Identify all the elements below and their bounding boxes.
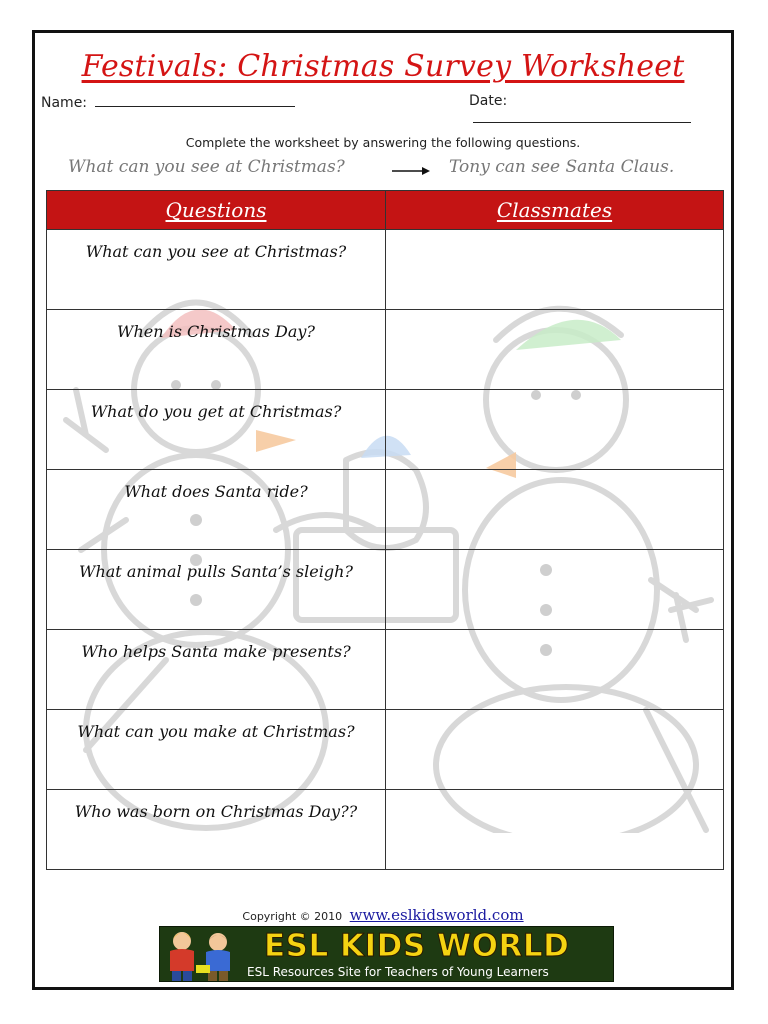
table-row [47,470,724,550]
table-row [47,710,724,790]
website-link[interactable]: www.eslkidsworld.com [349,906,524,924]
arrow-right-icon [391,164,431,178]
answer-cell[interactable] [386,550,724,630]
esl-kids-world-banner[interactable] [159,926,614,982]
instructions: Complete the worksheet by answering the following questions. [185,135,581,150]
table-row [47,550,724,630]
example-answer: Tony can see Santa Claus. [449,157,675,177]
question-cell: Who helps Santa make presents? [47,630,386,710]
answer-cell[interactable] [386,790,724,870]
table-row [47,230,724,310]
table-row [47,310,724,390]
table-header-row [47,191,724,230]
date-field [469,93,731,127]
example-row [35,157,731,181]
answer-cell[interactable] [386,470,724,550]
question-cell: What can you make at Christmas? [47,710,386,790]
date-line[interactable] [473,109,691,123]
name-label: Name: [41,95,88,111]
table-row [47,630,724,710]
question-cell: What animal pulls Santa’s sleigh? [47,550,386,630]
worksheet-frame [32,30,734,990]
table-row [47,790,724,870]
table-row [47,390,724,470]
answer-cell[interactable] [386,390,724,470]
name-field [41,93,295,111]
question-cell: Who was born on Christmas Day?? [47,790,386,870]
question-cell: What does Santa ride? [47,470,386,550]
copyright-text: Copyright © 2010 [242,910,343,923]
answer-cell[interactable] [386,710,724,790]
question-cell: What can you see at Christmas? [47,230,386,310]
kids-logo [160,927,252,982]
question-cell: What do you get at Christmas? [47,390,386,470]
banner-title: ESL KIDS WORLD [264,928,570,964]
answer-cell[interactable] [386,230,724,310]
example-question: What can you see at Christmas? [68,157,345,177]
header-questions: Questions [47,191,386,230]
question-cell: When is Christmas Day? [47,310,386,390]
survey-table [46,190,724,870]
answer-cell[interactable] [386,630,724,710]
survey-area [46,190,723,833]
copyright-line [35,906,731,924]
header-classmates: Classmates [386,191,724,230]
worksheet-title: Festivals: Christmas Survey Worksheet [81,49,685,84]
name-line[interactable] [95,93,295,107]
answer-cell[interactable] [386,310,724,390]
banner-subtitle: ESL Resources Site for Teachers of Young Learners [247,965,549,979]
date-label: Date: [469,93,508,109]
